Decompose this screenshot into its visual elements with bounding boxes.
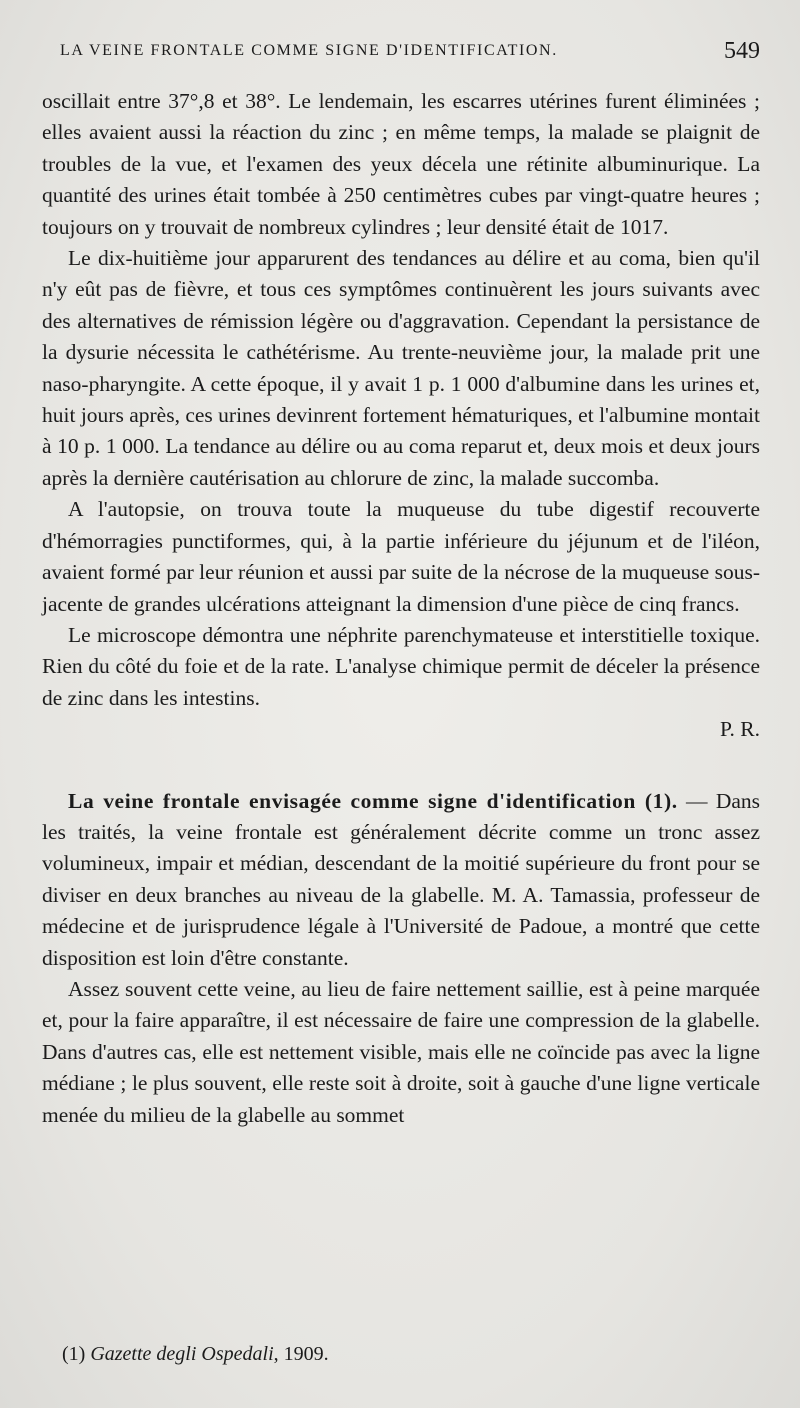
paragraph: Le microscope démontra une néphrite parenchymateuse et interstitielle toxique. Rien du côté du foie et de la rate. L'analyse chimique permit de déceler la présence de zinc dans les intestins. (42, 622, 760, 710)
paragraph: A l'autopsie, on trouva toute la muqueuse du tube digestif recouverte d'hémorragies punctiformes, qui, à la partie inférieure du jéjunum et de l'iléon, avaient formé par leur réunion et aussi par suite de la nécrose de la muqueuse sous-jacente de grandes ulcérations atteignant la dimension d'une pièce de cinq francs. (42, 497, 760, 616)
page-header (60, 38, 760, 68)
footnote-journal: Gazette degli Ospedali (90, 1343, 274, 1365)
paragraph-continued: oscillait entre 37°,8 et 38°. Le lendemain, les escarres utérines furent éliminées ; elles avaient aussi la réaction du zinc ; en même temps, la malade se plaignit de troubles de la vue, et l'examen des yeux décela une rétinite albuminurique. La quantité des urines était tombée à 250 centimètres cubes par vingt-quatre heures ; toujours on y trouvait de nombreux cylindres ; leur densité était de 1017. (42, 89, 760, 239)
footnote-year: , 1909. (273, 1343, 329, 1365)
running-title: LA VEINE FRONTALE COMME SIGNE D'IDENTIFICATION. (60, 42, 558, 59)
author-initials: P. R. (719, 717, 760, 742)
footnote-marker: (1) (62, 1343, 91, 1365)
page-number: 549 (724, 38, 760, 64)
section-intro-paragraph (42, 786, 760, 974)
footnote (62, 1343, 762, 1366)
section-intro-text: — Dans les traités, la veine frontale est généralement décrite comme un tronc assez volumineux, impair et médian, descendant de la moitié supérieure du front pour se diviser en deux branches au niveau de la glabelle. M. A. Tamassia, professeur de médecine et de jurisprudence légale à l'Université de Padoue, a montré que cette disposition est loin d'être constante. (42, 788, 761, 970)
body-text (42, 86, 760, 1131)
paragraph: Le dix-huitième jour apparurent des tendances au délire et au coma, bien qu'il n'y eût pas de fièvre, et tous ces symptômes continuèrent les jours suivants avec des alternatives de rémission légère ou d'aggravation. Cependant la persistance de la dysurie nécessita le cathétérisme. Au trente-neuvième jour, la malade prit une naso-pharyngite. A cette époque, il y avait 1 p. 1 000 d'albumine dans les urines et, huit jours après, ces urines devinrent fortement hématuriques, et l'albumine montait à 10 p. 1 000. La tendance au délire ou au coma reparut et, deux mois et deux jours après la dernière cautérisation au chlorure de zinc, la malade succomba. (42, 246, 760, 490)
section-title: La veine frontale envisagée comme signe d'identification (1). (68, 788, 678, 813)
section-veine-frontale (42, 786, 760, 1131)
paragraph: Assez souvent cette veine, au lieu de faire nettement saillie, est à peine marquée et, pour la faire apparaître, il est nécessaire de faire une compression de la glabelle. Dans d'autres cas, elle est nettement visible, mais elle ne coïncide pas avec la ligne médiane ; le plus souvent, elle reste soit à droite, soit à gauche d'une ligne verticale menée du milieu de la glabelle au sommet (42, 976, 760, 1127)
